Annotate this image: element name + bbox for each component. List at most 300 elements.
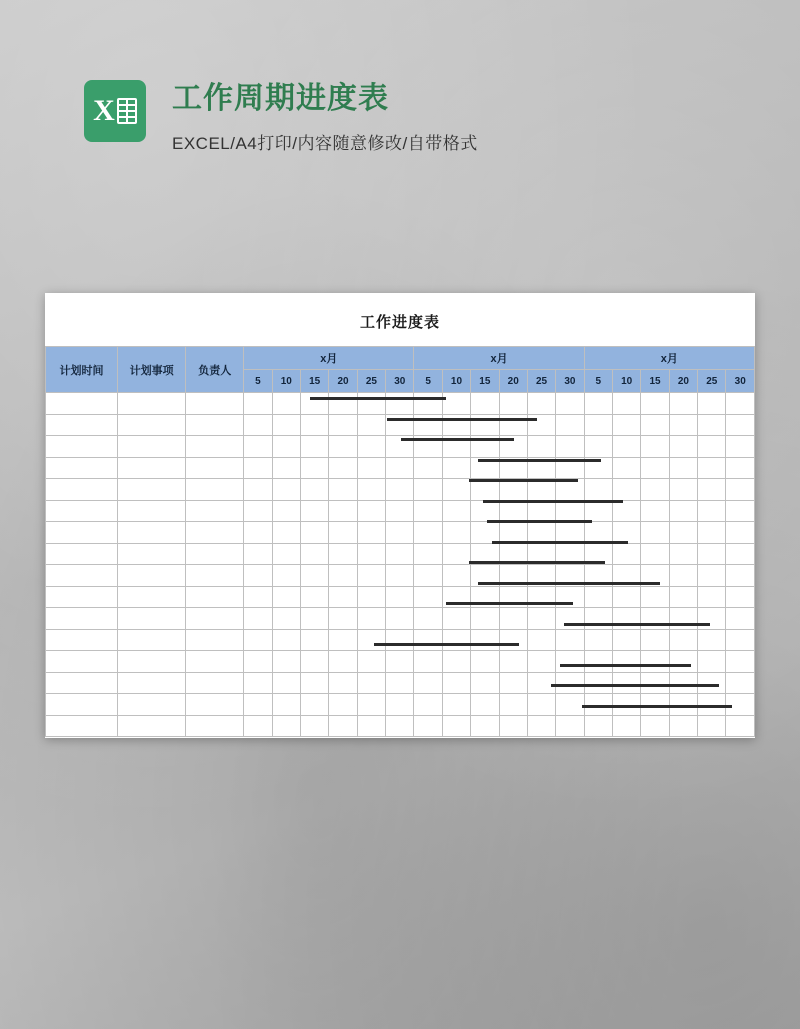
- gantt-cell[interactable]: [669, 586, 697, 608]
- gantt-cell[interactable]: [386, 500, 414, 522]
- gantt-cell[interactable]: [244, 457, 272, 479]
- gantt-cell[interactable]: [527, 414, 555, 436]
- gantt-cell[interactable]: [726, 672, 755, 694]
- gantt-cell[interactable]: [698, 457, 726, 479]
- row-label-cell[interactable]: [186, 393, 244, 415]
- gantt-cell[interactable]: [244, 436, 272, 458]
- gantt-cell[interactable]: [527, 672, 555, 694]
- gantt-cell[interactable]: [584, 629, 612, 651]
- gantt-cell[interactable]: [726, 479, 755, 501]
- gantt-cell[interactable]: [527, 586, 555, 608]
- gantt-cell[interactable]: [272, 672, 300, 694]
- gantt-cell[interactable]: [272, 586, 300, 608]
- gantt-cell[interactable]: [613, 457, 641, 479]
- gantt-cell[interactable]: [244, 586, 272, 608]
- gantt-cell[interactable]: [641, 414, 669, 436]
- gantt-cell[interactable]: [556, 629, 584, 651]
- gantt-cell[interactable]: [300, 436, 328, 458]
- gantt-cell[interactable]: [329, 393, 357, 415]
- gantt-cell[interactable]: [244, 715, 272, 737]
- gantt-cell[interactable]: [584, 694, 612, 716]
- gantt-cell[interactable]: [641, 457, 669, 479]
- gantt-cell[interactable]: [244, 414, 272, 436]
- gantt-cell[interactable]: [471, 393, 499, 415]
- gantt-cell[interactable]: [698, 479, 726, 501]
- gantt-cell[interactable]: [641, 543, 669, 565]
- gantt-cell[interactable]: [414, 522, 442, 544]
- gantt-cell[interactable]: [726, 608, 755, 630]
- row-label-cell[interactable]: [46, 586, 118, 608]
- gantt-cell[interactable]: [414, 629, 442, 651]
- gantt-cell[interactable]: [414, 414, 442, 436]
- gantt-cell[interactable]: [641, 694, 669, 716]
- gantt-cell[interactable]: [641, 586, 669, 608]
- gantt-cell[interactable]: [300, 543, 328, 565]
- table-row[interactable]: [46, 715, 755, 737]
- gantt-cell[interactable]: [641, 672, 669, 694]
- gantt-cell[interactable]: [386, 479, 414, 501]
- table-row[interactable]: [46, 651, 755, 673]
- gantt-cell[interactable]: [414, 715, 442, 737]
- gantt-cell[interactable]: [556, 586, 584, 608]
- gantt-cell[interactable]: [300, 586, 328, 608]
- gantt-cell[interactable]: [272, 565, 300, 587]
- gantt-cell[interactable]: [556, 479, 584, 501]
- gantt-cell[interactable]: [698, 694, 726, 716]
- row-label-cell[interactable]: [186, 565, 244, 587]
- gantt-cell[interactable]: [641, 479, 669, 501]
- gantt-cell[interactable]: [499, 651, 527, 673]
- gantt-cell[interactable]: [527, 543, 555, 565]
- gantt-cell[interactable]: [584, 672, 612, 694]
- gantt-cell[interactable]: [244, 608, 272, 630]
- gantt-cell[interactable]: [414, 565, 442, 587]
- gantt-cell[interactable]: [329, 436, 357, 458]
- row-label-cell[interactable]: [118, 522, 186, 544]
- gantt-cell[interactable]: [244, 522, 272, 544]
- gantt-cell[interactable]: [698, 586, 726, 608]
- gantt-cell[interactable]: [244, 393, 272, 415]
- gantt-cell[interactable]: [386, 414, 414, 436]
- gantt-cell[interactable]: [471, 715, 499, 737]
- gantt-cell[interactable]: [357, 414, 385, 436]
- gantt-cell[interactable]: [300, 457, 328, 479]
- row-label-cell[interactable]: [186, 479, 244, 501]
- gantt-cell[interactable]: [698, 565, 726, 587]
- gantt-cell[interactable]: [613, 694, 641, 716]
- gantt-cell[interactable]: [499, 629, 527, 651]
- gantt-cell[interactable]: [584, 715, 612, 737]
- gantt-cell[interactable]: [442, 694, 470, 716]
- gantt-cell[interactable]: [329, 522, 357, 544]
- gantt-cell[interactable]: [584, 522, 612, 544]
- gantt-cell[interactable]: [669, 436, 697, 458]
- gantt-cell[interactable]: [499, 393, 527, 415]
- row-label-cell[interactable]: [46, 393, 118, 415]
- gantt-cell[interactable]: [244, 651, 272, 673]
- row-label-cell[interactable]: [118, 479, 186, 501]
- gantt-cell[interactable]: [613, 500, 641, 522]
- gantt-cell[interactable]: [386, 436, 414, 458]
- gantt-cell[interactable]: [272, 414, 300, 436]
- row-label-cell[interactable]: [118, 457, 186, 479]
- gantt-cell[interactable]: [726, 414, 755, 436]
- gantt-cell[interactable]: [329, 543, 357, 565]
- gantt-cell[interactable]: [613, 608, 641, 630]
- row-label-cell[interactable]: [46, 457, 118, 479]
- gantt-cell[interactable]: [414, 694, 442, 716]
- gantt-cell[interactable]: [499, 436, 527, 458]
- gantt-cell[interactable]: [244, 479, 272, 501]
- gantt-cell[interactable]: [556, 543, 584, 565]
- gantt-cell[interactable]: [584, 500, 612, 522]
- gantt-cell[interactable]: [357, 565, 385, 587]
- row-label-cell[interactable]: [118, 565, 186, 587]
- gantt-cell[interactable]: [414, 651, 442, 673]
- table-row[interactable]: [46, 457, 755, 479]
- gantt-cell[interactable]: [244, 565, 272, 587]
- table-row[interactable]: [46, 543, 755, 565]
- gantt-cell[interactable]: [641, 651, 669, 673]
- gantt-cell[interactable]: [329, 500, 357, 522]
- gantt-cell[interactable]: [442, 651, 470, 673]
- gantt-cell[interactable]: [244, 629, 272, 651]
- row-label-cell[interactable]: [186, 586, 244, 608]
- gantt-cell[interactable]: [471, 479, 499, 501]
- row-label-cell[interactable]: [186, 543, 244, 565]
- gantt-cell[interactable]: [300, 694, 328, 716]
- row-label-cell[interactable]: [46, 715, 118, 737]
- gantt-cell[interactable]: [272, 543, 300, 565]
- gantt-cell[interactable]: [471, 414, 499, 436]
- row-label-cell[interactable]: [186, 651, 244, 673]
- gantt-cell[interactable]: [244, 694, 272, 716]
- row-label-cell[interactable]: [186, 694, 244, 716]
- row-label-cell[interactable]: [118, 436, 186, 458]
- gantt-cell[interactable]: [471, 672, 499, 694]
- gantt-cell[interactable]: [471, 565, 499, 587]
- gantt-cell[interactable]: [669, 457, 697, 479]
- gantt-cell[interactable]: [584, 393, 612, 415]
- gantt-cell[interactable]: [357, 543, 385, 565]
- table-row[interactable]: [46, 586, 755, 608]
- gantt-cell[interactable]: [726, 715, 755, 737]
- gantt-cell[interactable]: [613, 629, 641, 651]
- gantt-cell[interactable]: [244, 543, 272, 565]
- row-label-cell[interactable]: [46, 608, 118, 630]
- gantt-cell[interactable]: [669, 672, 697, 694]
- gantt-cell[interactable]: [300, 500, 328, 522]
- row-label-cell[interactable]: [118, 715, 186, 737]
- gantt-cell[interactable]: [442, 436, 470, 458]
- table-row[interactable]: [46, 479, 755, 501]
- gantt-cell[interactable]: [272, 608, 300, 630]
- gantt-cell[interactable]: [300, 608, 328, 630]
- row-label-cell[interactable]: [46, 436, 118, 458]
- gantt-cell[interactable]: [669, 414, 697, 436]
- gantt-cell[interactable]: [329, 586, 357, 608]
- gantt-cell[interactable]: [613, 672, 641, 694]
- gantt-cell[interactable]: [499, 608, 527, 630]
- gantt-cell[interactable]: [357, 651, 385, 673]
- table-row[interactable]: [46, 522, 755, 544]
- gantt-cell[interactable]: [244, 500, 272, 522]
- gantt-cell[interactable]: [669, 715, 697, 737]
- gantt-cell[interactable]: [442, 608, 470, 630]
- gantt-cell[interactable]: [357, 457, 385, 479]
- gantt-cell[interactable]: [272, 393, 300, 415]
- table-row[interactable]: [46, 694, 755, 716]
- row-label-cell[interactable]: [46, 694, 118, 716]
- gantt-cell[interactable]: [442, 543, 470, 565]
- gantt-cell[interactable]: [613, 479, 641, 501]
- gantt-cell[interactable]: [527, 715, 555, 737]
- gantt-cell[interactable]: [527, 500, 555, 522]
- gantt-cell[interactable]: [357, 629, 385, 651]
- gantt-cell[interactable]: [499, 586, 527, 608]
- gantt-cell[interactable]: [471, 500, 499, 522]
- gantt-cell[interactable]: [442, 500, 470, 522]
- gantt-cell[interactable]: [386, 393, 414, 415]
- gantt-cell[interactable]: [556, 393, 584, 415]
- gantt-cell[interactable]: [300, 522, 328, 544]
- gantt-cell[interactable]: [641, 715, 669, 737]
- gantt-cell[interactable]: [613, 543, 641, 565]
- row-label-cell[interactable]: [186, 629, 244, 651]
- gantt-cell[interactable]: [414, 586, 442, 608]
- gantt-cell[interactable]: [329, 479, 357, 501]
- row-label-cell[interactable]: [186, 672, 244, 694]
- row-label-cell[interactable]: [118, 694, 186, 716]
- gantt-cell[interactable]: [414, 672, 442, 694]
- gantt-cell[interactable]: [669, 565, 697, 587]
- gantt-cell[interactable]: [499, 414, 527, 436]
- gantt-cell[interactable]: [414, 479, 442, 501]
- gantt-cell[interactable]: [641, 436, 669, 458]
- gantt-cell[interactable]: [499, 672, 527, 694]
- gantt-cell[interactable]: [386, 457, 414, 479]
- gantt-cell[interactable]: [556, 715, 584, 737]
- table-row[interactable]: [46, 672, 755, 694]
- row-label-cell[interactable]: [46, 651, 118, 673]
- gantt-cell[interactable]: [556, 457, 584, 479]
- gantt-cell[interactable]: [641, 522, 669, 544]
- row-label-cell[interactable]: [118, 543, 186, 565]
- gantt-cell[interactable]: [698, 522, 726, 544]
- gantt-cell[interactable]: [386, 694, 414, 716]
- gantt-cell[interactable]: [527, 457, 555, 479]
- gantt-cell[interactable]: [669, 629, 697, 651]
- gantt-cell[interactable]: [471, 522, 499, 544]
- gantt-cell[interactable]: [641, 500, 669, 522]
- gantt-cell[interactable]: [386, 543, 414, 565]
- row-label-cell[interactable]: [118, 629, 186, 651]
- gantt-cell[interactable]: [698, 543, 726, 565]
- gantt-cell[interactable]: [414, 500, 442, 522]
- gantt-cell[interactable]: [442, 586, 470, 608]
- gantt-cell[interactable]: [357, 436, 385, 458]
- gantt-cell[interactable]: [300, 393, 328, 415]
- table-row[interactable]: [46, 608, 755, 630]
- gantt-cell[interactable]: [613, 393, 641, 415]
- gantt-cell[interactable]: [386, 608, 414, 630]
- gantt-cell[interactable]: [584, 457, 612, 479]
- gantt-cell[interactable]: [584, 608, 612, 630]
- gantt-cell[interactable]: [556, 522, 584, 544]
- gantt-cell[interactable]: [698, 608, 726, 630]
- gantt-cell[interactable]: [386, 629, 414, 651]
- table-row[interactable]: [46, 436, 755, 458]
- gantt-cell[interactable]: [556, 608, 584, 630]
- gantt-cell[interactable]: [244, 672, 272, 694]
- gantt-cell[interactable]: [386, 522, 414, 544]
- gantt-cell[interactable]: [726, 457, 755, 479]
- gantt-cell[interactable]: [300, 672, 328, 694]
- gantt-cell[interactable]: [527, 694, 555, 716]
- gantt-cell[interactable]: [329, 672, 357, 694]
- gantt-cell[interactable]: [726, 651, 755, 673]
- gantt-cell[interactable]: [414, 543, 442, 565]
- gantt-cell[interactable]: [527, 522, 555, 544]
- gantt-cell[interactable]: [527, 565, 555, 587]
- gantt-cell[interactable]: [726, 543, 755, 565]
- gantt-cell[interactable]: [698, 436, 726, 458]
- gantt-cell[interactable]: [669, 694, 697, 716]
- gantt-cell[interactable]: [272, 479, 300, 501]
- row-label-cell[interactable]: [186, 414, 244, 436]
- row-label-cell[interactable]: [118, 608, 186, 630]
- gantt-cell[interactable]: [527, 608, 555, 630]
- gantt-cell[interactable]: [584, 651, 612, 673]
- gantt-cell[interactable]: [613, 715, 641, 737]
- gantt-cell[interactable]: [556, 694, 584, 716]
- row-label-cell[interactable]: [118, 672, 186, 694]
- gantt-cell[interactable]: [527, 629, 555, 651]
- gantt-cell[interactable]: [499, 479, 527, 501]
- gantt-cell[interactable]: [471, 694, 499, 716]
- gantt-cell[interactable]: [272, 500, 300, 522]
- table-row[interactable]: [46, 500, 755, 522]
- gantt-cell[interactable]: [357, 586, 385, 608]
- gantt-cell[interactable]: [584, 586, 612, 608]
- gantt-cell[interactable]: [726, 393, 755, 415]
- gantt-cell[interactable]: [584, 436, 612, 458]
- gantt-cell[interactable]: [726, 629, 755, 651]
- gantt-cell[interactable]: [386, 672, 414, 694]
- gantt-cell[interactable]: [442, 479, 470, 501]
- gantt-cell[interactable]: [272, 629, 300, 651]
- row-label-cell[interactable]: [118, 651, 186, 673]
- gantt-cell[interactable]: [556, 436, 584, 458]
- gantt-cell[interactable]: [726, 586, 755, 608]
- gantt-cell[interactable]: [471, 651, 499, 673]
- table-row[interactable]: [46, 565, 755, 587]
- gantt-cell[interactable]: [641, 393, 669, 415]
- gantt-cell[interactable]: [726, 500, 755, 522]
- gantt-cell[interactable]: [471, 608, 499, 630]
- gantt-cell[interactable]: [669, 479, 697, 501]
- gantt-cell[interactable]: [556, 651, 584, 673]
- gantt-cell[interactable]: [669, 522, 697, 544]
- gantt-cell[interactable]: [442, 414, 470, 436]
- gantt-cell[interactable]: [698, 393, 726, 415]
- gantt-cell[interactable]: [499, 522, 527, 544]
- row-label-cell[interactable]: [186, 457, 244, 479]
- table-row[interactable]: [46, 393, 755, 415]
- row-label-cell[interactable]: [186, 522, 244, 544]
- row-label-cell[interactable]: [46, 414, 118, 436]
- gantt-cell[interactable]: [357, 500, 385, 522]
- row-label-cell[interactable]: [46, 672, 118, 694]
- gantt-cell[interactable]: [357, 608, 385, 630]
- row-label-cell[interactable]: [118, 414, 186, 436]
- row-label-cell[interactable]: [118, 586, 186, 608]
- gantt-cell[interactable]: [300, 629, 328, 651]
- row-label-cell[interactable]: [118, 393, 186, 415]
- row-label-cell[interactable]: [46, 500, 118, 522]
- gantt-cell[interactable]: [442, 565, 470, 587]
- gantt-cell[interactable]: [357, 672, 385, 694]
- row-label-cell[interactable]: [186, 500, 244, 522]
- gantt-cell[interactable]: [442, 393, 470, 415]
- row-label-cell[interactable]: [46, 522, 118, 544]
- gantt-cell[interactable]: [698, 651, 726, 673]
- gantt-cell[interactable]: [527, 393, 555, 415]
- table-row[interactable]: [46, 629, 755, 651]
- gantt-cell[interactable]: [386, 651, 414, 673]
- gantt-cell[interactable]: [471, 629, 499, 651]
- gantt-cell[interactable]: [471, 457, 499, 479]
- gantt-cell[interactable]: [499, 694, 527, 716]
- gantt-cell[interactable]: [272, 651, 300, 673]
- gantt-cell[interactable]: [414, 436, 442, 458]
- gantt-cell[interactable]: [414, 457, 442, 479]
- gantt-cell[interactable]: [272, 457, 300, 479]
- gantt-cell[interactable]: [499, 565, 527, 587]
- gantt-cell[interactable]: [357, 479, 385, 501]
- gantt-cell[interactable]: [499, 543, 527, 565]
- gantt-cell[interactable]: [300, 651, 328, 673]
- gantt-cell[interactable]: [272, 694, 300, 716]
- gantt-cell[interactable]: [613, 522, 641, 544]
- gantt-cell[interactable]: [414, 608, 442, 630]
- gantt-cell[interactable]: [442, 715, 470, 737]
- gantt-cell[interactable]: [584, 543, 612, 565]
- gantt-cell[interactable]: [357, 522, 385, 544]
- gantt-cell[interactable]: [641, 608, 669, 630]
- gantt-cell[interactable]: [613, 565, 641, 587]
- gantt-cell[interactable]: [300, 479, 328, 501]
- gantt-cell[interactable]: [442, 629, 470, 651]
- gantt-cell[interactable]: [641, 629, 669, 651]
- gantt-cell[interactable]: [726, 565, 755, 587]
- row-label-cell[interactable]: [46, 479, 118, 501]
- gantt-cell[interactable]: [386, 586, 414, 608]
- gantt-cell[interactable]: [527, 436, 555, 458]
- row-label-cell[interactable]: [46, 543, 118, 565]
- gantt-cell[interactable]: [499, 715, 527, 737]
- gantt-cell[interactable]: [329, 608, 357, 630]
- gantt-cell[interactable]: [726, 694, 755, 716]
- gantt-cell[interactable]: [613, 436, 641, 458]
- gantt-cell[interactable]: [357, 715, 385, 737]
- gantt-cell[interactable]: [698, 500, 726, 522]
- gantt-cell[interactable]: [556, 500, 584, 522]
- gantt-cell[interactable]: [329, 694, 357, 716]
- gantt-cell[interactable]: [471, 436, 499, 458]
- gantt-cell[interactable]: [669, 608, 697, 630]
- gantt-cell[interactable]: [300, 715, 328, 737]
